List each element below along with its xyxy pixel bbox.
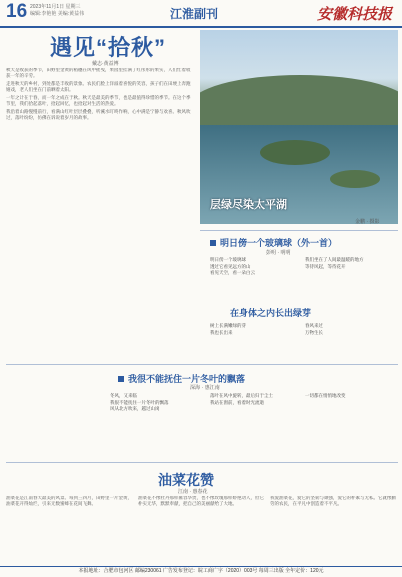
section-title: 江淮副刊 [170, 7, 219, 21]
poem-line: 一切都在悄悄地改变 [305, 394, 346, 399]
article-title: 遇见“拾秋” [50, 35, 167, 60]
island [330, 170, 380, 188]
poem-body [305, 394, 395, 401]
photo-credit: 金鹏 · 摄影 [355, 219, 380, 225]
divider [200, 230, 398, 231]
poem-line: 我也长出来 [210, 330, 233, 336]
poem-body [210, 394, 300, 407]
paragraph: 秋天是收获的季节，田野里金黄的稻穗在风中摇曳，果园里挂满了红彤彤的果实，人们忙着收获一年的辛劳。 [6, 68, 191, 79]
article-byline: 江南 · 惠春花 [178, 489, 208, 495]
article-body [6, 68, 194, 228]
poem-line: 等待风起，等待花开 [305, 264, 346, 270]
photo-caption: 层绿尽染太平湖 [210, 199, 287, 211]
article-body [138, 496, 264, 562]
poem-body [110, 394, 200, 414]
paragraph: 一年之计在于春，而一年之成在于秋。秋天是最美的季节，也是最值得珍惜的季节。在这个季节里，我们拾起落叶，拾起回忆，也拾起对生活的热爱。 [6, 96, 191, 107]
lake-photo [200, 30, 398, 224]
poem-line: 春风来过 [305, 324, 323, 329]
poem-body [210, 324, 300, 337]
article-title: 油菜花赞 [158, 472, 214, 488]
island [260, 140, 330, 165]
poem-body [305, 258, 395, 271]
poem-title-text: 明日傍一个玻璃球（外一首） [220, 239, 338, 249]
poem-title: 在身体之内长出绿芽 [230, 309, 312, 319]
bullet-marker [210, 240, 216, 246]
poem-line: 树上长满嫩绿的芽 [210, 324, 246, 329]
divider [6, 364, 398, 365]
bullet-marker [118, 376, 124, 382]
page-number: 16 [6, 1, 28, 22]
poem-body [210, 258, 300, 278]
poem-line: 风从北方吹来，越过山岗 [110, 407, 160, 412]
poem-line: 透过它看见远方的山 [210, 264, 251, 270]
article-byline: 戴志·黄益博 [92, 61, 119, 67]
poem-author: 深海 · 惠江南 [190, 385, 220, 391]
poem-line: 万物生长 [305, 330, 323, 336]
paragraph: 油菜花是江南春天最美的风景。每到三四月，田野里一片金黄，油菜花开得灿烂，引来无数蜜蜂在花间飞舞。 [6, 496, 132, 507]
poem-title [210, 236, 337, 249]
issue-meta [30, 4, 84, 18]
article-body [6, 496, 132, 562]
poem-line: 冬风，又来临 [110, 394, 137, 399]
poem-body [305, 324, 395, 337]
date-line: 2023年11月1日 星期三 [30, 4, 81, 10]
paragraph: 我爱油菜花，爱它的坚韧与顽强，爱它的朴素与无私。它就像勤劳的农民，在平凡中创造着不平凡。 [270, 496, 396, 507]
divider [6, 462, 398, 463]
poem-author: 彭明 · 明明 [266, 250, 291, 256]
masthead-logo: 安徽科技报 [316, 5, 392, 23]
article-body [270, 496, 396, 562]
poem-line: 我很不能抚住一片冬叶的飘落 [110, 400, 169, 406]
poem-line: 落叶在风中旋转，最后归于尘土 [210, 394, 273, 399]
poem-line: 看见天空，看一朵白云 [210, 271, 255, 276]
poem-line: 我站在窗前，看着时光流逝 [210, 400, 264, 406]
paragraph: 我沿着山路慢慢前行，看满山红叶层层叠叠，听溪水叮咚作响，心中满是宁静与欢喜。秋风吹过，落叶纷纷，仿佛在诉说着岁月的故事。 [6, 110, 191, 121]
paragraph: 走进秋天的乡村，到处都是丰收的景象。农民们脸上洋溢着喜悦的笑容，孩子们在田埂上奔跑嬉戏，老人们坐在门前晒着太阳。 [6, 82, 191, 93]
poem-title-text: 我很不能抚住一片冬叶的飘落 [128, 375, 246, 385]
page-header [0, 0, 402, 28]
poem-line: 我们坐在了人间最温暖的地方 [305, 258, 364, 263]
paragraph: 油菜花不像牡丹那样雍容华贵，也不像玫瑰那样娇艳动人，但它朴实无华，默默奉献，把自己的美丽献给了大地。 [138, 496, 264, 507]
editor-line: 编辑:李艳艳 美编:黄益伟 [30, 11, 85, 17]
poem-line: 明日傍一个玻璃球 [210, 258, 246, 263]
page-footer: 本报地址：合肥市包河区 邮编230061 广告发布登记：皖工商广字（2020）003号 每周三出版 全年定价：120元 [0, 566, 402, 577]
poem-title [118, 372, 245, 385]
